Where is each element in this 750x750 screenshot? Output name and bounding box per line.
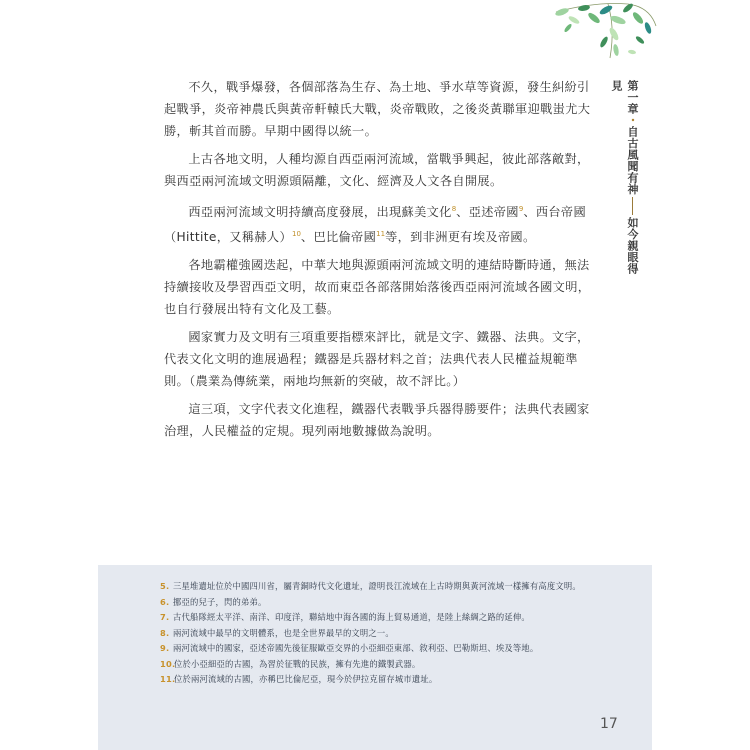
paragraph-text: 、亞述帝國 [456,205,519,220]
paragraph-text: 西亞兩河流域文明持續高度發展，出現蘇美文化 [188,205,452,220]
footnote-text: 古代船隊經太平洋、南洋、印度洋，聯結地中海各國的海上貿易通道，是陸上絲綢之路的延伸。 [173,612,530,622]
footnote-item [160,657,600,673]
footnote-marker: 11 [376,230,386,239]
main-body-text [164,76,592,448]
footnote-number: 8. [160,627,170,638]
body-paragraph [164,76,592,142]
paragraph-text: 上古各地文明，人種均源自西亞兩河流域，當戰爭興起，彼此部落敵對，與西亞兩河流域文明源頭隔離，文化、經濟及人文各自開展。 [164,152,590,188]
footnote-text: 三星堆遺址位於中國四川省，屬青銅時代文化遺址，證明長江流域在上古時期與黃河流域一樣擁有高度文明。 [173,581,581,591]
page-number: 17 [600,716,618,732]
footnote-item [160,641,600,657]
body-paragraph [164,254,592,320]
footnote-marker: 10 [291,230,301,239]
footnote-item [160,626,600,642]
paragraph-text: 、西台帝國（Hittite，又稱赫人） [164,205,586,245]
footnote-number: 7. [160,612,170,622]
title-dash [632,197,633,215]
footnote-item [160,672,600,688]
footnote-list [160,579,600,688]
chapter-side-title [610,80,640,285]
paragraph-text: 等，到非洲更有埃及帝國。 [385,230,536,245]
footnote-number: 6. [160,596,170,607]
chapter-label: 第一章 [626,80,639,115]
footnote-marker: 8 [451,205,457,213]
body-paragraph [164,326,592,392]
footnote-item [160,579,600,595]
body-paragraph [164,148,592,192]
paragraph-text: 、巴比倫帝國 [300,230,377,245]
footnote-number: 9. [160,643,170,653]
body-paragraph [164,398,592,442]
footnote-item [160,610,600,626]
body-paragraph [164,198,592,248]
footnote-text: 位於小亞細亞的古國，為習於征戰的民族，擁有先進的鐵製武器。 [174,658,421,669]
footnote-text: 兩河流域中最早的文明體系，也是全世界最早的文明之一。 [173,627,394,638]
chapter-title: 自古風聞有神 [626,126,639,195]
paragraph-text: 國家實力及文明有三項重要指標來評比，就是文字、鐵器、法典。文字，代表文化文明的進展過程；鐵器是兵器材料之首；法典代表人民權益規範準則。（農業為傳統業，兩地均無新的突破，故不評比。） [164,330,590,389]
footnotes-panel [98,565,652,750]
footnote-number: 10. [160,658,176,669]
footnote-text: 挪亞的兒子，閃的弟弟。 [173,596,267,607]
paragraph-text: 各地霸權強國迭起，中華大地與源頭兩河流域文明的連結時斷時通，無法持續接收及學習西亞文明，故而東亞各部落開始落後西亞兩河流域各國文明，也自行發展出特有文化及工藝。 [164,258,591,317]
chapter-subtitle: 如今親眼得見 [610,80,639,275]
footnote-number: 5. [160,581,170,591]
paragraph-text: 這三項，文字代表文化進程，鐵器代表戰爭兵器得勝要件；法典代表國家治理，人民權益的定規。現列兩地數據做為說明。 [164,402,590,439]
paragraph-text: 不久，戰爭爆發，各個部落為生存、為土地、爭水草等資源，發生糾紛引起戰爭，炎帝神農氏與黃帝軒轅氏大戰，炎帝戰敗，之後炎黃聯軍迎戰蚩尤大勝，斬其首而勝。早期中國得以統一。 [164,80,591,138]
footnote-number: 11. [160,674,176,684]
footnote-text: 兩河流域中的國家，亞述帝國先後征服歐亞交界的小亞細亞東部、敘利亞、巴勒斯坦、埃及等地。 [173,643,539,653]
chapter-separator: ・ [626,114,639,126]
footnote-text: 位於兩河流域的古國，亦稱巴比倫尼亞，現今於伊拉克留存城市遺址。 [174,674,438,684]
footnote-item [160,595,600,611]
leaf-decoration-icon [548,0,658,80]
footnote-marker: 9 [518,205,524,213]
